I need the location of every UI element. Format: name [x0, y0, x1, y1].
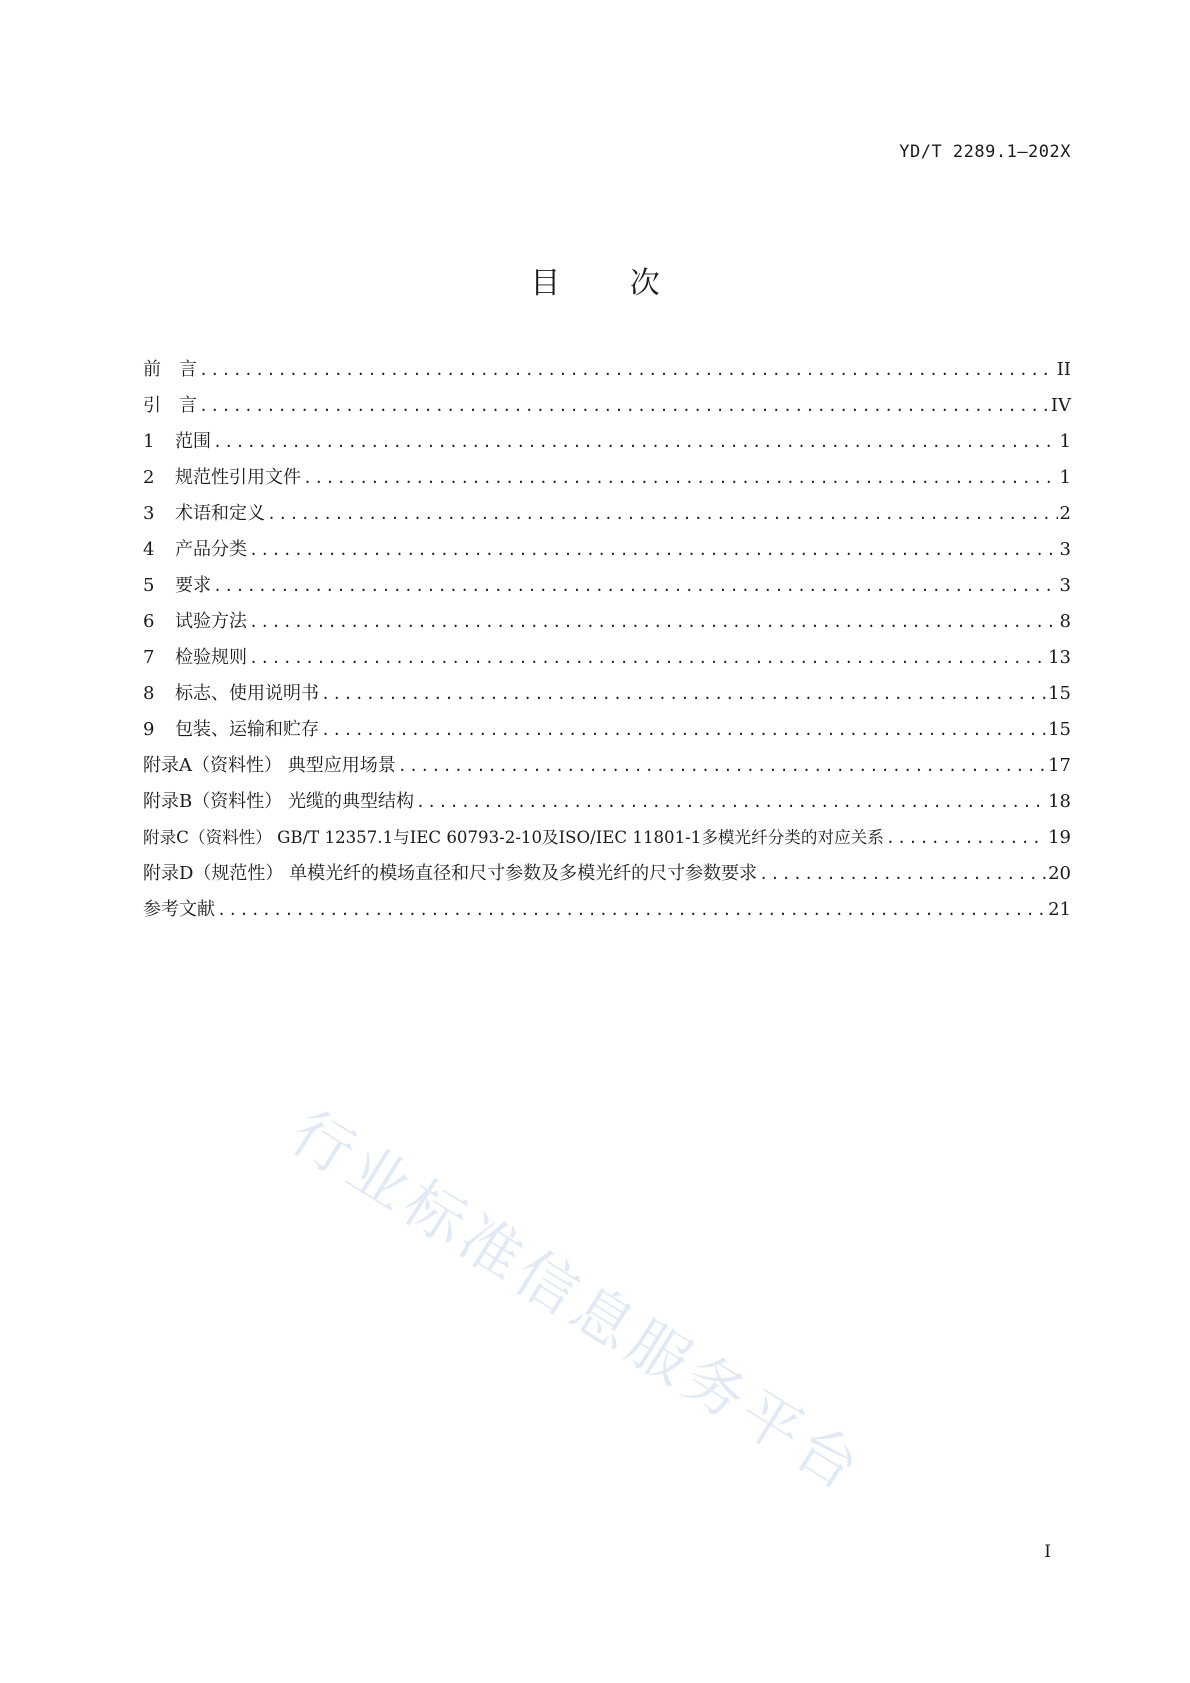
toc-entry-number: 8 — [143, 683, 155, 704]
toc-entry[interactable] — [143, 466, 1071, 490]
toc-entry[interactable] — [143, 538, 1071, 562]
toc-entry-page: 19 — [1048, 827, 1071, 848]
toc-entry-page: 3 — [1059, 539, 1071, 560]
toc-leader-dots — [398, 754, 1046, 778]
toc-entry[interactable] — [143, 718, 1071, 742]
toc-entry-page: 13 — [1048, 647, 1071, 668]
toc-entry[interactable] — [143, 574, 1071, 598]
toc-entry[interactable] — [143, 826, 1071, 850]
toc-entry-number: 4 — [143, 539, 155, 560]
toc-leader-dots — [759, 862, 1046, 886]
toc-entry-page: 3 — [1059, 575, 1071, 596]
toc-entry[interactable] — [143, 502, 1071, 526]
toc-entry[interactable] — [143, 898, 1071, 922]
toc-leader-dots — [321, 718, 1046, 742]
toc-entry-label: 规范性引用文件 — [175, 467, 301, 488]
toc-leader-dots — [303, 466, 1058, 490]
toc-leader-dots — [321, 682, 1046, 706]
toc-entry-label: 附录D（规范性） 单模光纤的模场直径和尺寸参数及多模光纤的尺寸参数要求 — [143, 863, 758, 884]
toc-leader-dots — [267, 502, 1058, 526]
toc-leader-dots — [199, 358, 1055, 382]
toc-entry-page: 1 — [1059, 431, 1071, 452]
toc-entry-label: 产品分类 — [175, 539, 247, 560]
toc-leader-dots — [886, 826, 1046, 850]
toc-entry[interactable] — [143, 358, 1071, 382]
toc-entry-label: 附录B（资料性） 光缆的典型结构 — [143, 791, 414, 812]
toc-entry-label: 标志、使用说明书 — [175, 683, 319, 704]
toc-entry-page: II — [1056, 359, 1071, 380]
toc-entry-page: 15 — [1048, 683, 1071, 704]
toc-entry-page: 1 — [1059, 467, 1071, 488]
toc-entry-number: 6 — [143, 611, 155, 632]
toc-entry[interactable] — [143, 682, 1071, 706]
toc-leader-dots — [249, 538, 1058, 562]
toc-entry-label: 参考文献 — [143, 899, 215, 920]
toc-entry-number: 2 — [143, 467, 155, 488]
toc-entry-number: 5 — [143, 575, 155, 596]
page-number: I — [1044, 1542, 1051, 1562]
toc-entry-label: 附录A（资料性） 典型应用场景 — [143, 755, 396, 776]
toc-entry-label: 包装、运输和贮存 — [175, 719, 319, 740]
toc-entry-page: 20 — [1048, 863, 1071, 884]
toc-leader-dots — [249, 646, 1046, 670]
toc-entry-page: 18 — [1048, 791, 1071, 812]
toc-entry[interactable] — [143, 646, 1071, 670]
toc-entry-label: 引 言 — [143, 395, 197, 416]
toc-entry[interactable] — [143, 430, 1071, 454]
toc-entry-number: 9 — [143, 719, 155, 740]
document-code: YD/T 2289.1—202X — [899, 142, 1071, 162]
toc-entry-page: 15 — [1048, 719, 1071, 740]
toc-entry[interactable] — [143, 790, 1071, 814]
toc-leader-dots — [217, 898, 1046, 922]
toc-entry[interactable] — [143, 862, 1071, 886]
toc-entry-number: 1 — [143, 431, 155, 452]
page-title: 目 次 — [530, 266, 690, 301]
toc-entry[interactable] — [143, 754, 1071, 778]
toc-entry-label: 试验方法 — [175, 611, 247, 632]
toc-entry-page: IV — [1050, 395, 1071, 416]
toc-entry-label: 前 言 — [143, 359, 197, 380]
toc-leader-dots — [249, 610, 1058, 634]
toc-entry-page: 21 — [1048, 899, 1071, 920]
watermark: 行业标准信息服务平台 — [278, 1097, 876, 1507]
toc-entry-label: 术语和定义 — [175, 503, 265, 524]
toc-leader-dots — [213, 574, 1058, 598]
toc-entry-label: 要求 — [175, 575, 211, 596]
toc-entry-number: 7 — [143, 647, 155, 668]
toc-leader-dots — [416, 790, 1046, 814]
toc-entry-label: 附录C（资料性） GB/T 12357.1与IEC 60793-2-10及ISO/IEC 11801-1多模光纤分类的对应关系 — [143, 828, 884, 847]
toc-entry-page: 8 — [1059, 611, 1071, 632]
toc-entry-page: 2 — [1059, 503, 1071, 524]
toc-entry-label: 检验规则 — [175, 647, 247, 668]
toc-leader-dots — [199, 394, 1049, 418]
toc-leader-dots — [213, 430, 1058, 454]
toc-entry[interactable] — [143, 610, 1071, 634]
toc-entry-label: 范围 — [175, 431, 211, 452]
toc-entry-number: 3 — [143, 503, 155, 524]
toc-entry[interactable] — [143, 394, 1071, 418]
toc-entry-page: 17 — [1048, 755, 1071, 776]
